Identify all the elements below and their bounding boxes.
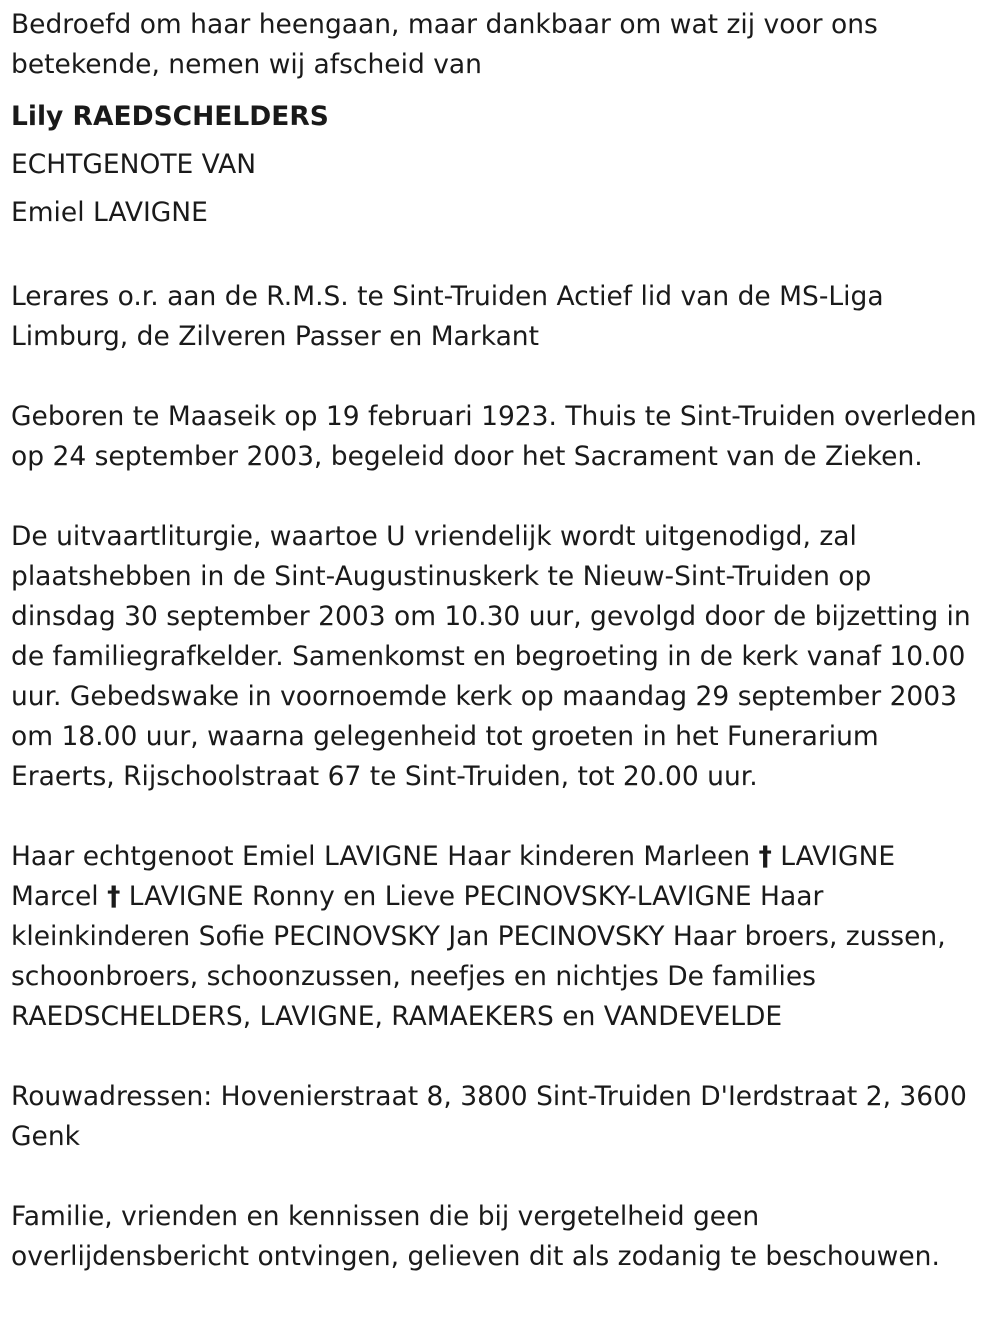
intro-paragraph: [11, 5, 1000, 85]
funeral-line-4: de familiegrafkelder. Samenkomst en begroeting in de kerk vanaf 10.00: [11, 641, 966, 672]
relation-label: ECHTGENOTE VAN: [11, 149, 257, 180]
deceased-block: [11, 93, 1000, 237]
funeral-line-7: Eraerts, Rijschoolstraat 67 te Sint-Truiden, tot 20.00 uur.: [11, 761, 758, 792]
deceased-name: Lily RAEDSCHELDERS: [11, 101, 329, 132]
family-line-2-text: LAVIGNE Ronny en Lieve PECINOVSKY-LAVIGNE Haar: [120, 881, 824, 912]
spacer: [11, 357, 1000, 397]
cross-icon: †: [758, 841, 772, 872]
occupation-line-2: Limburg, de Zilveren Passer en Markant: [11, 321, 539, 352]
spacer: [11, 797, 1000, 837]
funeral-line-6: om 18.00 uur, waarna gelegenheid tot groeten in het Funerarium: [11, 721, 879, 752]
family-line-1: [11, 837, 1000, 877]
funeral-line-3: dinsdag 30 september 2003 om 10.30 uur, gevolgd door de bijzetting in: [11, 601, 971, 632]
family-line-2: [11, 877, 1000, 917]
intro-line-2: betekende, nemen wij afscheid van: [11, 49, 482, 80]
family-line-3: kleinkinderen Sofie PECINOVSKY Jan PECINOVSKY Haar broers, zussen,: [11, 921, 946, 952]
family-line-5: RAEDSCHELDERS, LAVIGNE, RAMAEKERS en VANDEVELDE: [11, 1001, 783, 1032]
closing-line-1: Familie, vrienden en kennissen die bij vergetelheid geen: [11, 1201, 760, 1232]
spouse-name: Emiel LAVIGNE: [11, 197, 208, 228]
spacer: [11, 1157, 1000, 1197]
birth-death-line-2: op 24 september 2003, begeleid door het Sacrament van de Zieken.: [11, 441, 923, 472]
addresses-paragraph: [11, 1077, 1000, 1157]
funeral-line-1: De uitvaartliturgie, waartoe U vriendelijk wordt uitgenodigd, zal: [11, 521, 857, 552]
family-line-1-end: LAVIGNE: [771, 841, 896, 872]
spacer: [11, 237, 1000, 277]
addresses-line-1: Rouwadressen: Hovenierstraat 8, 3800 Sint-Truiden D'Ierdstraat 2, 3600: [11, 1081, 967, 1112]
funeral-line-5: uur. Gebedswake in voornoemde kerk op maandag 29 september 2003: [11, 681, 958, 712]
family-line-1-text: Haar echtgenoot Emiel LAVIGNE Haar kinderen Marleen: [11, 841, 751, 872]
closing-paragraph: [11, 1197, 1000, 1277]
closing-line-2: overlijdensbericht ontvingen, gelieven dit als zodanig te beschouwen.: [11, 1241, 940, 1272]
funeral-line-2: plaatshebben in de Sint-Augustinuskerk te Nieuw-Sint-Truiden op: [11, 561, 872, 592]
occupation-paragraph: [11, 277, 1000, 357]
birth-death-paragraph: [11, 397, 1000, 477]
birth-death-line-1: Geboren te Maaseik op 19 februari 1923. Thuis te Sint-Truiden overleden: [11, 401, 977, 432]
family-paragraph: [11, 837, 1000, 1037]
intro-line-1: Bedroefd om haar heengaan, maar dankbaar om wat zij voor ons: [11, 9, 878, 40]
occupation-line-1: Lerares o.r. aan de R.M.S. te Sint-Truiden Actief lid van de MS-Liga: [11, 281, 884, 312]
family-line-2-start: Marcel: [11, 881, 99, 912]
spacer: [11, 85, 1000, 93]
family-line-4: schoonbroers, schoonzussen, neefjes en nichtjes De families: [11, 961, 816, 992]
cross-icon: †: [107, 881, 121, 912]
spacer: [11, 477, 1000, 517]
spacer: [11, 1037, 1000, 1077]
addresses-line-2: Genk: [11, 1121, 80, 1152]
funeral-paragraph: [11, 517, 1000, 797]
